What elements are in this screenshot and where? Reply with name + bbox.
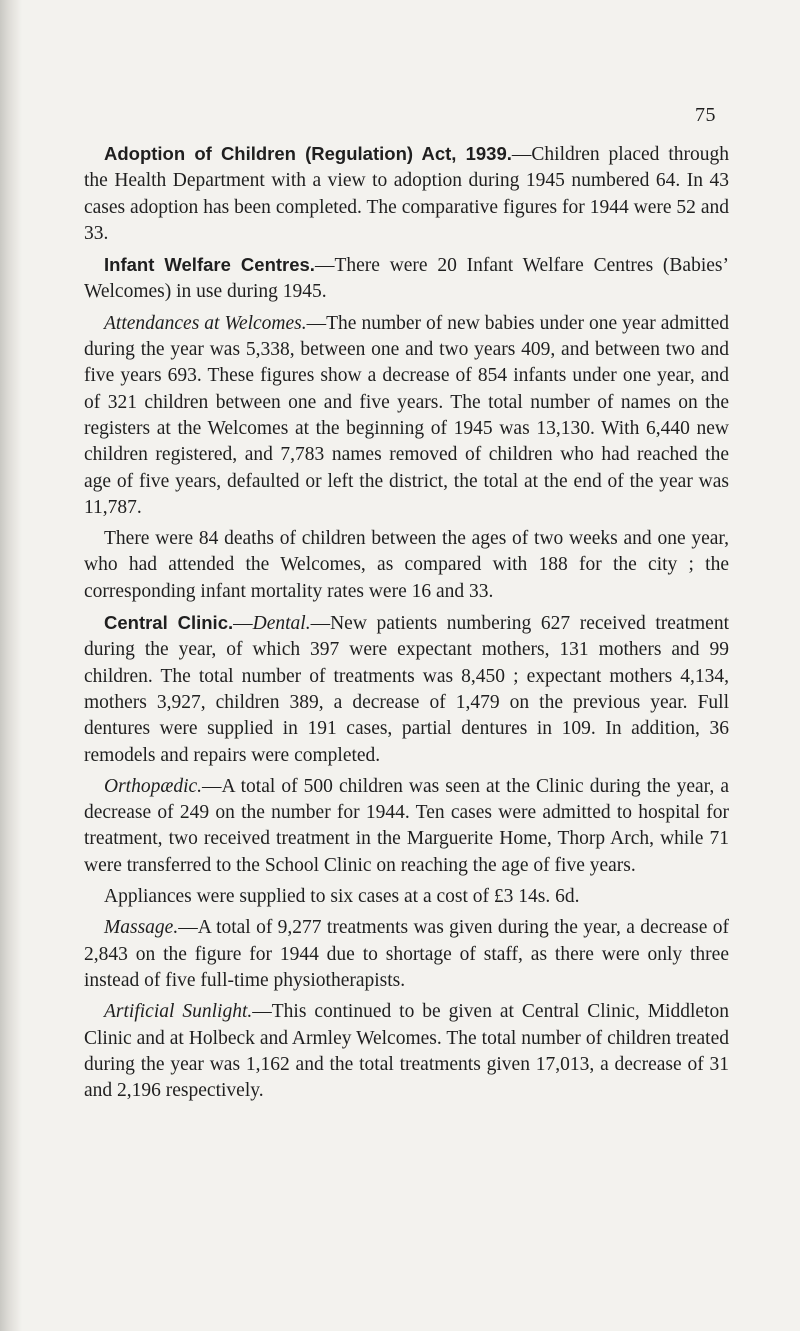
separator-dash: — xyxy=(306,312,327,334)
separator-dash: — xyxy=(233,613,253,635)
subheading-dental: Dental. xyxy=(252,613,311,635)
paragraph-artificial-sunlight xyxy=(84,999,729,1104)
paragraph-infant-welfare xyxy=(84,252,729,306)
paragraph-text: There were 84 deaths of children between the ages of two weeks and one year, who had attended the Welcomes, as compared with 188 for the city ; the corresponding infant mortality rates were 16 and 33. xyxy=(84,528,729,602)
heading-central-clinic: Central Clinic. xyxy=(104,612,234,634)
paragraph-text: A total of 500 children was seen at the Clinic during the year, a decrease of 249 on the number for 1944. Ten cases were admitted to hospital for treatment, two received treatment in the Marguerite Home, Thorp Arch, while 71 were transferred to the School Clinic on reaching the age of five years. xyxy=(84,775,729,876)
paragraph-attendances xyxy=(84,311,729,521)
paragraph-massage xyxy=(84,915,729,994)
heading-adoption: Adoption of Children (Regulation) Act, 1939. xyxy=(104,143,512,164)
separator-dash: — xyxy=(252,1001,272,1023)
document-body xyxy=(84,141,729,1109)
paragraph-text: A total of 9,277 treatments was given during the year, a decrease of 2,843 on the figure for 1944 due to shortage of staff, as there were only three instead of five full-time physiotherapists. xyxy=(84,917,729,991)
separator-dash: — xyxy=(202,775,222,797)
paragraph-adoption xyxy=(84,141,729,247)
paragraph-text: This continued to be given at Central Clinic, Middleton Clinic and at Holbeck and Armley Welcomes. The total number of children treated during the year was 1,162 and the total treatments given 17,013, a decrease of 31 and 2,196 respectively. xyxy=(84,1001,729,1102)
paragraph-deaths xyxy=(84,526,729,605)
paragraph-appliances xyxy=(84,884,729,910)
paragraph-text: There were 20 Infant Welfare Centres (Babies’ Welcomes) in use during 1945. xyxy=(84,255,729,303)
paragraph-text: New patients numbering 627 received treatment during the year, of which 397 were expectant mothers, 131 mothers and 99 children. The total number of treatments was 8,450 ; expectant mothers 4,134, mothers 3,927, children 389, a decrease of 1,479 on the previous year. Full dentures were supplied in 191 cases, partial dentures in 109. In addition, 36 remodels and repairs were completed. xyxy=(84,613,729,766)
separator-dash: — xyxy=(310,613,331,635)
subheading-orthopaedic: Orthopædic. xyxy=(104,775,203,797)
paragraph-text: The number of new babies under one year admitted during the year was 5,338, between one and two years 409, and between two and five years 693. These figures show a decrease of 854 infants under one year, and of 321 children between one and five years. The total number of names on the registers at the Welcomes at the beginning of 1945 was 13,130. With 6,440 new children registered, and 7,783 names removed of children who had reached the age of five years, defaulted or left the district, the total at the end of the year was 11,787. xyxy=(84,312,729,518)
page-edge-shadow xyxy=(0,0,22,1331)
paragraph-orthopaedic xyxy=(84,774,729,879)
subheading-attendances: Attendances at Welcomes. xyxy=(104,312,307,334)
separator-dash: — xyxy=(314,255,335,277)
subheading-artificial-sunlight: Artificial Sunlight. xyxy=(104,1001,253,1023)
paragraph-central-clinic xyxy=(84,610,729,769)
page-number: 75 xyxy=(695,104,716,126)
separator-dash: — xyxy=(511,144,532,165)
paragraph-text: Appliances were supplied to six cases at a cost of £3 14s. 6d. xyxy=(104,886,580,908)
paragraph-text: Children placed through the Health Department with a view to adoption during 1945 numbered 64. In 43 cases adoption has been completed. The comparative figures for 1944 were 52 and 33. xyxy=(84,144,729,244)
separator-dash: — xyxy=(178,917,198,939)
subheading-massage: Massage. xyxy=(104,917,179,939)
heading-infant-welfare: Infant Welfare Centres. xyxy=(104,254,315,276)
